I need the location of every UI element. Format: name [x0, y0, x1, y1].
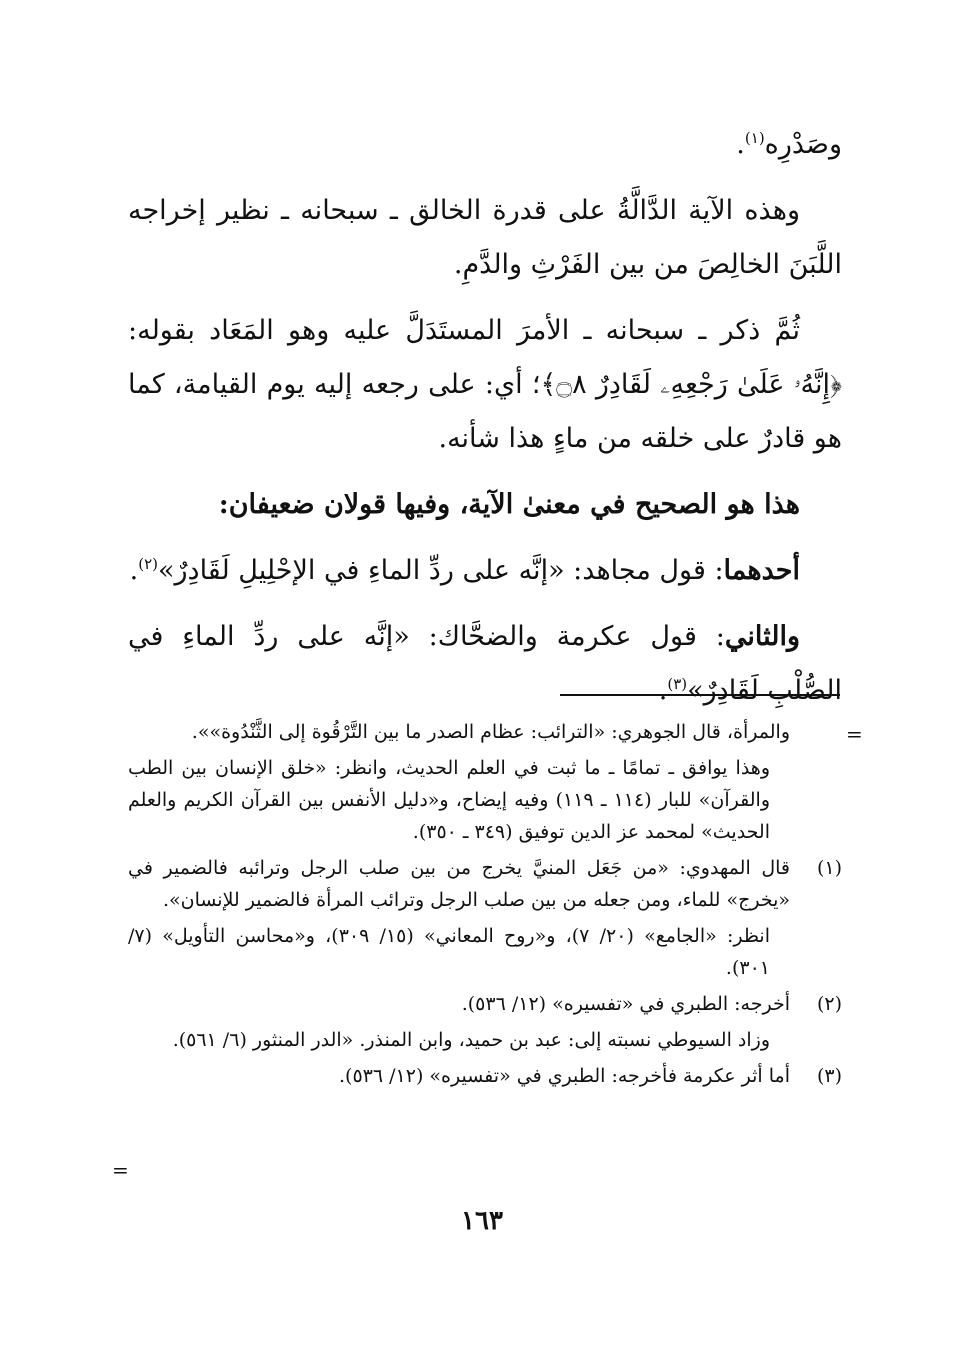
- paragraph-4-end: .: [129, 555, 139, 586]
- footnote-continued-line-2: وهذا يوافق ـ تمامًا ـ ما ثبت في العلم الحديث، وانظر: «خلق الإنسان بين الطب والقرآن» للبار (١١٤ ـ ١١٩) وفيه إيضاح، و«دليل الأنفس بين القرآن الكريم والعلم الحديث» لمحمد عز الدين توفيق (٣٤٩ ـ ٣٥٠).: [128, 757, 770, 843]
- footnote-1: [128, 852, 842, 984]
- continuation-mark-bottom: =: [112, 1158, 129, 1182]
- footnote-2-text: أخرجه: الطبري في «تفسيره» (١٢/ ٥٣٦).: [461, 993, 790, 1015]
- footnote-separator: [560, 694, 840, 696]
- footnote-ref-3[interactable]: (٣): [667, 675, 688, 693]
- footnote-2: [128, 988, 842, 1056]
- main-text: [128, 118, 842, 730]
- footnote-1-sources: انظر: «الجامع» (٢٠/ ٧)، و«روح المعاني» (١٥/ ٣٠٩)، و«محاسن التأويل» (٧/ ٣٠١).: [128, 925, 770, 979]
- page-number: ١٦٣: [461, 1206, 503, 1236]
- paragraph-0-end: .: [736, 129, 745, 160]
- footnote-2-number: (٢): [816, 993, 842, 1015]
- footnote-ref-2[interactable]: (٢): [138, 555, 158, 573]
- continuation-mark-top: =: [846, 722, 863, 746]
- paragraph-1: وهذه الآية الدَّالَّةُ على قدرة الخالق ـ سبحانه ـ نظير إخراجه اللَّبَنَ الخالِصَ من بين الفَرْثِ والدَّمِ.: [128, 195, 842, 280]
- footnote-1-text: قال المهدوي: «من جَعَل المنيَّ يخرج من بين صلب الرجل وترائبه فالضمير في «يخرج» للماء، ومن جعله من بين صلب الرجل وترائب المرأة فالضمير للإنسان».: [128, 857, 790, 911]
- footnote-2-sources: وزاد السيوطي نسبته إلى: عبد بن حميد، وابن المنذر. «الدر المنثور (٦/ ٥٦١).: [172, 1029, 770, 1051]
- paragraph-3-heading: هذا هو الصحيح في معنىٰ الآية، وفيها قولان ضعيفان:: [218, 489, 800, 520]
- second-opinion-text: : قول عكرمة والضحَّاك: «إنَّه على ردِّ الماءِ في الصُّلْبِ لَقَادِرٌ»: [128, 621, 842, 706]
- paragraph-5-end: .: [658, 675, 668, 706]
- footnote-ref-1[interactable]: (١): [744, 129, 765, 147]
- paragraph-4: [128, 544, 842, 598]
- paragraph-2: ثُمَّ ذكر ـ سبحانه ـ الأمرَ المستَدَلَّ عليه وهو المَعَاد بقوله: ﴿إِنَّهُۥ عَلَىٰ رَجْعِهِۦ لَقَادِرٌ ۝٨﴾؛ أي: على رجعه إليه يوم القيامة، كما هو قادرٌ على خلقه من ماءٍ هذا شأنه.: [128, 315, 842, 454]
- first-opinion-label: أحدهما: [723, 555, 800, 586]
- footnote-3-text: أما أثر عكرمة فأخرجه: الطبري في «تفسيره» (١٢/ ٥٣٦).: [339, 1065, 790, 1087]
- footnote-1-number: (١): [816, 857, 842, 879]
- paragraph-0-text: وصَدْرِه: [764, 129, 842, 160]
- second-opinion-label: والثاني: [724, 621, 800, 652]
- paragraph-0: [128, 118, 842, 172]
- paragraph-5: [128, 610, 842, 718]
- footnote-3: [128, 1060, 842, 1092]
- footnote-continued: [128, 716, 842, 848]
- footnotes: [128, 716, 842, 1092]
- footnote-continued-line-1: والمرأة، قال الجوهري: «الترائب: عظام الصدر ما بين التَّرْقُوة إلى الثَّنْدُوة»».: [191, 721, 790, 743]
- first-opinion-text: : قول مجاهد: «إنَّه على ردِّ الماءِ في الإحْلِيلِ لَقَادِرٌ»: [157, 555, 724, 586]
- footnote-3-number: (٣): [816, 1065, 842, 1087]
